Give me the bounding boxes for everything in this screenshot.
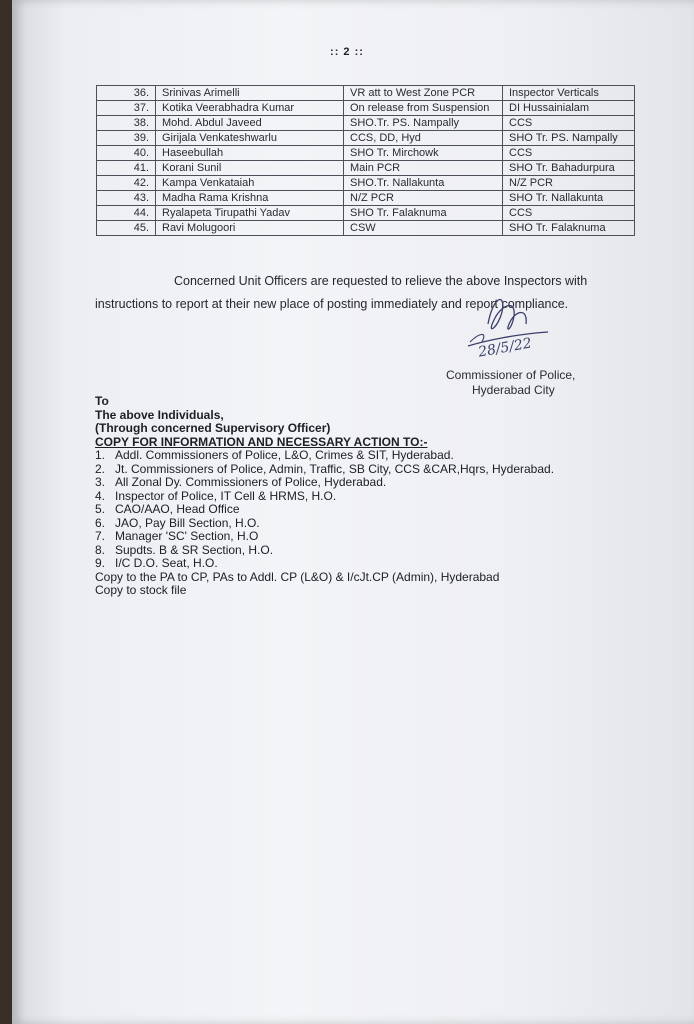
copy-stock-line: Copy to stock file	[95, 583, 187, 597]
recipients-line: The above Individuals,	[95, 407, 224, 422]
copy-item-text: Addl. Commissioners of Police, L&O, Crimes & SIT, Hyderabad.	[115, 448, 454, 462]
from-posting-cell: Main PCR	[344, 161, 503, 176]
officer-name-cell: Mohd. Abdul Javeed	[156, 116, 344, 131]
to-posting-cell: CCS	[503, 116, 635, 131]
copy-item-text: Supdts. B & SR Section, H.O.	[115, 542, 274, 557]
copy-pa-line: Copy to the PA to CP, PAs to Addl. CP (L&O) & I/cJt.CP (Admin), Hyderabad	[95, 569, 500, 584]
officer-name-cell: Girijala Venkateshwarlu	[156, 131, 344, 146]
address-block	[95, 395, 554, 598]
to-posting-cell: CCS	[503, 146, 635, 161]
copy-list-item	[95, 503, 554, 517]
from-posting-cell: SHO Tr. Mirchowk	[344, 146, 503, 161]
posting-table	[96, 85, 635, 236]
copy-item-text: Manager 'SC' Section, H.O	[115, 529, 259, 543]
to-posting-cell: SHO Tr. Nallakunta	[503, 191, 635, 206]
to-posting-cell: DI Hussainialam	[503, 101, 635, 116]
to-label: To	[95, 394, 109, 408]
copy-item-number: 2.	[95, 461, 106, 476]
table-row	[97, 116, 635, 131]
copy-item-number: 7.	[95, 529, 106, 543]
copy-list-item	[95, 544, 554, 558]
copy-list	[95, 449, 554, 571]
table-row	[97, 161, 635, 176]
officer-name-cell: Srinivas Arimelli	[156, 86, 344, 101]
through-line: (Through concerned Supervisory Officer)	[95, 421, 331, 435]
from-posting-cell: On release from Suspension	[344, 101, 503, 116]
copy-heading: COPY FOR INFORMATION AND NECESSARY ACTION TO:-	[95, 434, 428, 449]
copy-item-text: Inspector of Police, IT Cell & HRMS, H.O.	[115, 488, 337, 503]
copy-item-number: 1.	[95, 448, 106, 462]
table-row	[97, 101, 635, 116]
officer-name-cell: Madha Rama Krishna	[156, 191, 344, 206]
serial-number-cell: 41.	[97, 161, 156, 176]
copy-item-number: 8.	[95, 542, 106, 557]
copy-item-number: 6.	[95, 515, 106, 530]
copy-item-number: 5.	[95, 502, 106, 516]
from-posting-cell: N/Z PCR	[344, 191, 503, 206]
copy-list-item	[95, 463, 554, 477]
copy-item-text: Jt. Commissioners of Police, Admin, Traffic, SB City, CCS &CAR,Hqrs, Hyderabad.	[115, 461, 555, 476]
from-posting-cell: SHO.Tr. Nallakunta	[344, 176, 503, 191]
serial-number-cell: 37.	[97, 101, 156, 116]
to-posting-cell: N/Z PCR	[503, 176, 635, 191]
copy-item-text: All Zonal Dy. Commissioners of Police, Hyderabad.	[115, 475, 387, 489]
to-posting-cell: SHO Tr. PS. Nampally	[503, 131, 635, 146]
from-posting-cell: CSW	[344, 221, 503, 236]
officer-name-cell: Ravi Molugoori	[156, 221, 344, 236]
signatory-title: Commissioner of Police,	[446, 368, 576, 382]
officer-name-cell: Kotika Veerabhadra Kumar	[156, 101, 344, 116]
to-posting-cell: SHO Tr. Bahadurpura	[503, 161, 635, 176]
page-number: :: 2 ::	[330, 46, 364, 58]
instruction-line-2: instructions to report at their new place of posting immediately and report compliance.	[95, 297, 569, 311]
to-posting-cell: SHO Tr. Falaknuma	[503, 221, 635, 236]
copy-item-text: CAO/AAO, Head Office	[115, 502, 240, 516]
copy-list-item	[95, 530, 554, 544]
from-posting-cell: SHO.Tr. PS. Nampally	[344, 116, 503, 131]
table-row	[97, 191, 635, 206]
copy-item-number: 4.	[95, 488, 106, 503]
to-posting-cell: CCS	[503, 206, 635, 221]
table-row	[97, 176, 635, 191]
to-posting-cell: Inspector Verticals	[503, 86, 635, 101]
serial-number-cell: 36.	[97, 86, 156, 101]
serial-number-cell: 40.	[97, 146, 156, 161]
officer-name-cell: Ryalapeta Tirupathi Yadav	[156, 206, 344, 221]
from-posting-cell: VR att to West Zone PCR	[344, 86, 503, 101]
serial-number-cell: 43.	[97, 191, 156, 206]
copy-item-number: 9.	[95, 556, 106, 570]
from-posting-cell: CCS, DD, Hyd	[344, 131, 503, 146]
from-posting-cell: SHO Tr. Falaknuma	[344, 206, 503, 221]
copy-list-item	[95, 517, 554, 531]
serial-number-cell: 39.	[97, 131, 156, 146]
table-row	[97, 131, 635, 146]
copy-list-item	[95, 490, 554, 504]
serial-number-cell: 42.	[97, 176, 156, 191]
copy-item-number: 3.	[95, 475, 106, 489]
table-row	[97, 146, 635, 161]
signatory-city: Hyderabad City	[472, 383, 555, 397]
instruction-line-1: Concerned Unit Officers are requested to relieve the above Inspectors with	[174, 274, 588, 288]
table-row	[97, 86, 635, 101]
officer-name-cell: Kampa Venkataiah	[156, 176, 344, 191]
serial-number-cell: 45.	[97, 221, 156, 236]
table-row	[97, 206, 635, 221]
serial-number-cell: 38.	[97, 116, 156, 131]
copy-list-item	[95, 449, 554, 463]
copy-item-text: JAO, Pay Bill Section, H.O.	[115, 515, 260, 530]
table-row	[97, 221, 635, 236]
officer-name-cell: Korani Sunil	[156, 161, 344, 176]
serial-number-cell: 44.	[97, 206, 156, 221]
copy-list-item	[95, 476, 554, 490]
signature-date: 28/5/22	[477, 335, 533, 361]
signature-block	[446, 368, 575, 398]
copy-list-item	[95, 557, 554, 571]
officer-name-cell: Haseebullah	[156, 146, 344, 161]
copy-item-text: I/C D.O. Seat, H.O.	[115, 556, 218, 570]
